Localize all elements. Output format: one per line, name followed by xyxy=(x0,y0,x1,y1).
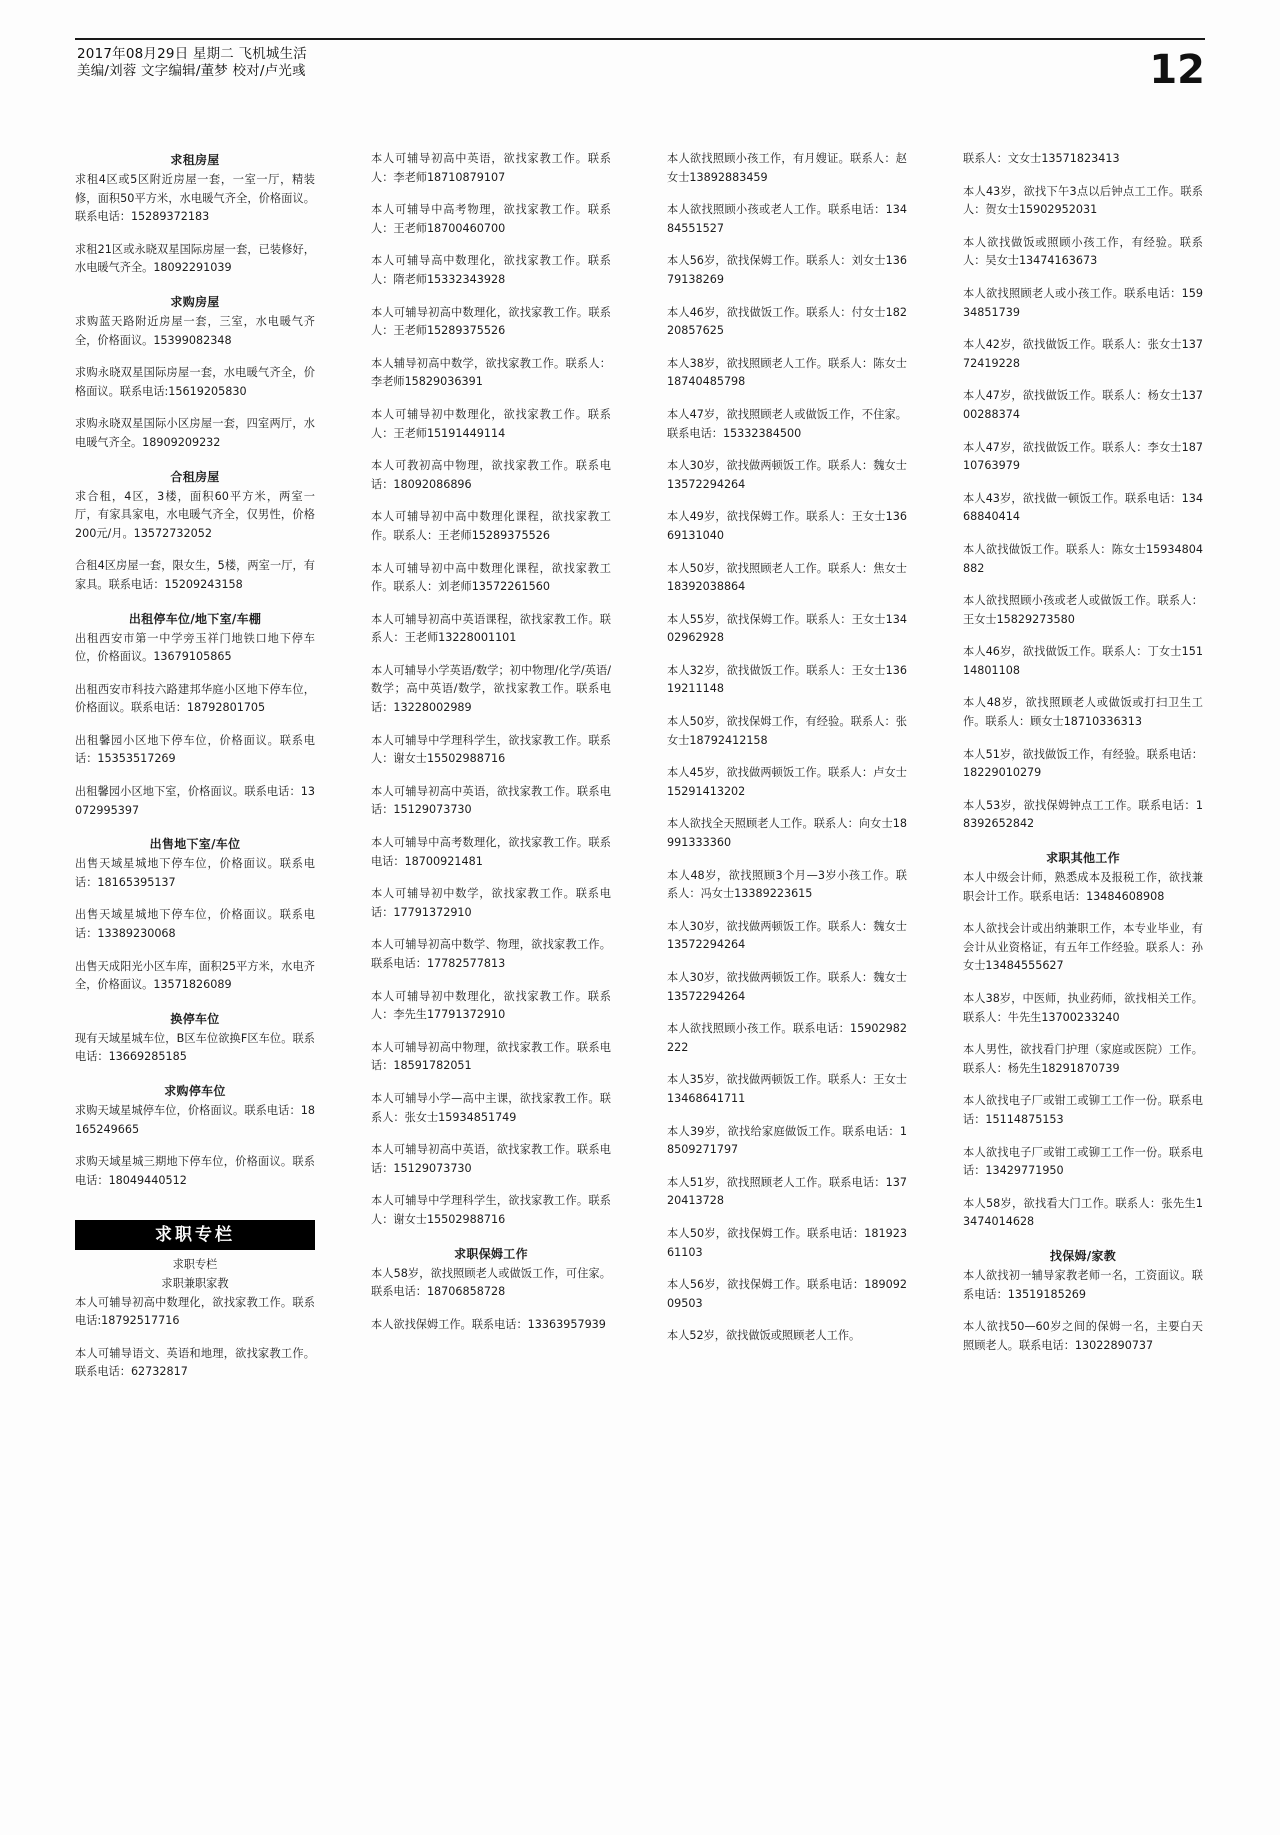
classified-ad: 本人39岁，欲找给家庭做饭工作。联系电话：18509271797 xyxy=(667,1124,907,1157)
classified-ad: 本人可教初高中物理，欲找家教工作。联系电话：18092086896 xyxy=(371,459,611,491)
classified-ad: 本人欲找做饭或照顾小孩工作，有经验。联系人：吴女士13474163673 xyxy=(963,235,1203,268)
classified-ad: 本人46岁，欲找做饭工作。联系人：丁女士15114801108 xyxy=(963,645,1203,677)
classified-ad: 本人可辅导初中数理化，欲找家教工作。联系人：李先生17791372910 xyxy=(371,989,611,1022)
classified-ad: 本人55岁，欲找保姆工作。联系人：王女士13402962928 xyxy=(667,612,907,645)
classified-ad: 本人47岁，欲找照顾老人或做饭工作，不住家。联系电话：15332384500 xyxy=(667,407,907,440)
classified-ad: 本人43岁，欲找做一顿饭工作。联系电话：13468840414 xyxy=(963,491,1203,524)
classified-ad: 本人38岁，欲找照顾老人工作。联系人：陈女士18740485798 xyxy=(667,356,907,389)
classified-ad: 求购蓝天路附近房屋一套，三室，水电暖气齐全，价格面议。15399082348 xyxy=(75,314,315,347)
section-heading: 求职其他工作 xyxy=(1046,851,1120,866)
classified-ad: 本人欲找50—60岁之间的保姆一名，主要白天照顾老人。联系电话：13022890737 xyxy=(963,1320,1203,1352)
classified-ad: 本人可辅导小学英语/数学；初中物理/化学/英语/数学；高中英语/数学，欲找家教工作。联系电话：13228002989 xyxy=(371,663,611,715)
classified-ad: 本人48岁，欲找照顾老人或做饭或打扫卫生工作。联系人：顾女士18710336313 xyxy=(963,696,1203,729)
classified-ad: 本人可辅导中高考数理化，欲找家教工作。联系电话：18700921481 xyxy=(371,836,611,868)
classified-ad: 本人欲找保姆工作。联系电话：13363957939 xyxy=(371,1317,606,1331)
classified-ad: 本人欲找电子厂或钳工或铆工工作一份。联系电话：13429771950 xyxy=(963,1145,1203,1178)
classified-ad: 本人50岁，欲找保姆工作。联系电话：18192361103 xyxy=(667,1226,907,1259)
classified-ad: 出售天成阳光小区车库，面积25平方米，水电齐全，价格面议。13571826089 xyxy=(75,959,315,992)
classified-ad: 求租21区或永晓双星国际房屋一套，已装修好，水电暖气齐全。18092291039 xyxy=(75,242,315,275)
classified-ad: 本人53岁，欲找保姆钟点工工作。联系电话：18392652842 xyxy=(963,798,1203,831)
classified-ad: 本人可辅导高中数理化，欲找家教工作。联系人：隋老师15332343928 xyxy=(371,254,611,286)
classified-ad: 本人可辅导中高考物理，欲找家教工作。联系人：王老师18700460700 xyxy=(371,203,611,235)
classified-ad: 本人可辅导初高中英语，欲找家教工作。联系电话：15129073730 xyxy=(371,1143,611,1175)
classified-ad: 本人男性，欲找看门护理（家庭或医院）工作。联系人：杨先生18291870739 xyxy=(963,1043,1203,1075)
column-1 xyxy=(75,150,315,1382)
classified-ad: 本人50岁，欲找照顾老人工作。联系人：焦女士18392038864 xyxy=(667,561,907,594)
classified-ad: 本人欲找照顾小孩工作，有月嫂证。联系人：赵女士13892883459 xyxy=(667,152,907,184)
masthead-text xyxy=(77,46,307,80)
classified-ad: 本人欲找全天照顾老人工作。联系人：向女士18991333360 xyxy=(667,817,907,850)
classified-ad: 本人欲找电子厂或钳工或铆工工作一份。联系电话：15114875153 xyxy=(963,1094,1203,1126)
masthead-date-line: 2017年08月29日 星期二 飞机城生活 xyxy=(77,46,307,62)
classified-ad: 本人可辅导初高中数理化，欲找家教工作。联系电话:18792517716 xyxy=(75,1295,315,1328)
classified-ad: 本人欲找照顾小孩或老人或做饭工作。联系人：王女士15829273580 xyxy=(963,594,1203,626)
section-heading: 找保姆/家教 xyxy=(1049,1248,1117,1263)
section-heading: 合租房屋 xyxy=(170,469,220,484)
classified-ad: 现有天域星城车位，B区车位欲换F区车位。联系电话：13669285185 xyxy=(75,1031,315,1064)
classified-ad: 本人47岁，欲找做饭工作。联系人：杨女士13700288374 xyxy=(963,389,1203,421)
classified-ad: 本人欲找初一辅导家教老师一名，工资面议。联系电话：13519185269 xyxy=(963,1268,1203,1301)
classified-ad: 本人欲找照顾老人或小孩工作。联系电话：15934851739 xyxy=(963,286,1203,319)
classified-ad: 本人43岁，欲找下午3点以后钟点工工作。联系人：贺女士15902952031 xyxy=(963,184,1203,217)
classified-ad: 本人49岁，欲找保姆工作。联系人：王女士13669131040 xyxy=(667,510,907,542)
classified-ad: 联系人：文女士13571823413 xyxy=(963,152,1120,165)
classified-ad: 本人48岁，欲找照顾3个月—3岁小孩工作。联系人：冯女士13389223615 xyxy=(667,868,907,901)
classified-ad: 本人56岁，欲找保姆工作。联系人：刘女士13679138269 xyxy=(667,254,907,286)
classified-ad: 本人38岁，中医师，执业药师，欲找相关工作。联系人：牛先生13700233240 xyxy=(963,992,1203,1024)
classified-ad: 本人欲找照顾小孩工作。联系电话：15902982222 xyxy=(667,1022,907,1054)
classified-ad: 本人可辅导初高中数学、物理，欲找家教工作。联系电话：17782577813 xyxy=(371,938,611,970)
classified-ad: 求购天域星城停车位，价格面议。联系电话：18165249665 xyxy=(75,1104,315,1136)
classified-ad: 本人58岁，欲找看大门工作。联系人：张先生13474014628 xyxy=(963,1196,1203,1229)
classified-ad: 本人32岁，欲找做饭工作。联系人：王女士13619211148 xyxy=(667,663,907,696)
classified-ad: 本人35岁，欲找做两顿饭工作。联系人：王女士13468641711 xyxy=(667,1073,907,1105)
classified-ad: 本人47岁，欲找做饭工作。联系人：李女士18710763979 xyxy=(963,440,1203,473)
classified-ad: 本人欲找照顾小孩或老人工作。联系电话：13484551527 xyxy=(667,203,907,235)
classified-ad: 本人可辅导初高中物理，欲找家教工作。联系电话：18591782051 xyxy=(371,1040,611,1073)
classified-ad: 本人51岁，欲找照顾老人工作。联系电话：13720413728 xyxy=(667,1175,907,1208)
sub-heading: 求职兼职家教 xyxy=(161,1276,229,1290)
classified-ad: 本人58岁，欲找照顾老人或做饭工作，可住家。联系电话：18706858728 xyxy=(371,1266,611,1299)
masthead-credits-line: 美编/刘蓉 文字编辑/董梦 校对/卢光彧 xyxy=(77,63,306,79)
page-number: 12 xyxy=(1149,47,1205,93)
classified-ad: 本人可辅导初中高中数理化课程，欲找家教工作。联系人：王老师15289375526 xyxy=(371,510,611,542)
section-heading: 求租房屋 xyxy=(170,153,220,167)
classified-ad: 本人可辅导初高中数理化，欲找家教工作。联系人：王老师15289375526 xyxy=(371,305,611,338)
masthead-rule xyxy=(75,38,1205,40)
classified-ad: 本人30岁，欲找做两顿饭工作。联系人：魏女士13572294264 xyxy=(667,971,907,1003)
classified-ad: 本人欲找做饭工作。联系人：陈女士15934804882 xyxy=(963,542,1203,575)
section-heading: 出售地下室/车位 xyxy=(149,837,241,852)
section-heading: 出租停车位/地下室/车棚 xyxy=(128,611,262,626)
classified-ad: 求合租，4区，3楼，面积60平方米，两室一厅，有家具家电，水电暖气齐全，仅男性，价格200元/月。13572732052 xyxy=(75,489,315,540)
classified-ad: 出租馨园小区地下停车位，价格面议。联系电话：15353517269 xyxy=(75,733,315,766)
classified-ad: 本人可辅导初高中英语课程，欲找家教工作。联系人：王老师13228001101 xyxy=(371,612,611,645)
masthead xyxy=(75,38,1205,98)
classified-ad: 本人50岁，欲找保姆工作，有经验。联系人：张女士18792412158 xyxy=(667,715,907,747)
classified-ad: 本人可辅导初高中英语，欲找家教工作。联系人：李老师18710879107 xyxy=(371,152,611,184)
classified-ad: 本人56岁，欲找保姆工作。联系电话：18909209503 xyxy=(667,1278,907,1310)
classified-ad: 出租西安市第一中学旁玉祥门地铁口地下停车位，价格面议。13679105865 xyxy=(75,631,315,664)
classified-ad: 本人可辅导初中高中数理化课程，欲找家教工作。联系人：刘老师13572261560 xyxy=(371,561,611,594)
section-heading: 求购房屋 xyxy=(170,294,220,309)
classified-ad: 求购永晓双星国际房屋一套，水电暖气齐全，价格面议。联系电话:15619205830 xyxy=(75,366,315,398)
classified-ad: 出售天域星城地下停车位，价格面议。联系电话：18165395137 xyxy=(75,857,315,889)
classified-ad: 求购天域星城三期地下停车位，价格面议。联系电话：18049440512 xyxy=(75,1155,315,1187)
classified-ad: 本人30岁，欲找做两顿饭工作。联系人：魏女士13572294264 xyxy=(667,919,907,952)
classified-ad: 本人42岁，欲找做饭工作。联系人：张女士13772419228 xyxy=(963,338,1203,370)
classified-ad: 本人46岁，欲找做饭工作。联系人：付女士18220857625 xyxy=(667,305,907,338)
classified-ad: 本人可辅导初中数理化，欲找家教工作。联系人：王老师15191449114 xyxy=(371,407,611,440)
classified-ad: 本人45岁，欲找做两顿饭工作。联系人：卢女士15291413202 xyxy=(667,766,907,798)
classified-ad: 出租馨园小区地下室，价格面议。联系电话：13072995397 xyxy=(75,785,315,817)
classified-ad: 本人可辅导语文、英语和地理，欲找家教工作。联系电话：62732817 xyxy=(75,1346,315,1379)
classified-columns xyxy=(75,150,1205,1382)
column-3 xyxy=(667,150,907,1382)
classified-ad: 出售天域星城地下停车位，价格面议。联系电话：13389230068 xyxy=(75,908,315,941)
sub-heading: 求职专栏 xyxy=(172,1258,218,1272)
classified-ad: 本人中级会计师，熟悉成本及报税工作，欲找兼职会计工作。联系电话：13484608908 xyxy=(963,871,1203,903)
classified-ad: 本人可辅导中学理科学生，欲找家教工作。联系人：谢女士15502988716 xyxy=(371,733,611,766)
classified-ad: 本人可辅导中学理科学生，欲找家教工作。联系人：谢女士15502988716 xyxy=(371,1194,611,1226)
classified-ad: 本人52岁，欲找做饭或照顾老人工作。 xyxy=(667,1329,861,1343)
classified-ad: 本人可辅导初高中英语，欲找家教工作。联系电话：15129073730 xyxy=(371,784,611,817)
column-2 xyxy=(371,150,611,1382)
classified-ad: 本人51岁，欲找做饭工作，有经验。联系电话：18229010279 xyxy=(963,747,1203,780)
classified-ad: 求购永晓双星国际小区房屋一套，四室两厅，水电暖气齐全。18909209232 xyxy=(75,417,315,449)
section-heading: 求购停车位 xyxy=(164,1084,226,1098)
classified-ad: 合租4区房屋一套，限女生，5楼，两室一厅，有家具。联系电话：15209243158 xyxy=(75,559,315,591)
section-heading: 求职保姆工作 xyxy=(454,1246,528,1261)
classified-ad: 本人30岁，欲找做两顿饭工作。联系人：魏女士13572294264 xyxy=(667,459,907,491)
classified-ad: 本人可辅导初中数学，欲找家教工作。联系电话：17791372910 xyxy=(371,887,611,919)
section-heading: 换停车位 xyxy=(170,1011,220,1026)
column-4 xyxy=(963,150,1203,1382)
job-column-banner: 求职专栏 xyxy=(75,1220,315,1250)
classified-ad: 求租4区或5区附近房屋一套，一室一厅，精装修，面积50平方米，水电暖气齐全，价格面议。联系电话：15289372183 xyxy=(75,173,315,224)
classified-ad: 本人可辅导小学—高中主课，欲找家教工作。联系人：张女士15934851749 xyxy=(371,1091,611,1124)
classified-ad: 本人欲找会计或出纳兼职工作，本专业毕业，有会计从业资格证，有五年工作经验。联系人：孙女士13484555627 xyxy=(963,922,1203,973)
classified-ad: 出租西安市科技六路建邦华庭小区地下停车位，价格面议。联系电话：18792801705 xyxy=(75,682,315,715)
classified-ad: 本人辅导初高中数学，欲找家教工作。联系人：李老师15829036391 xyxy=(371,356,611,389)
